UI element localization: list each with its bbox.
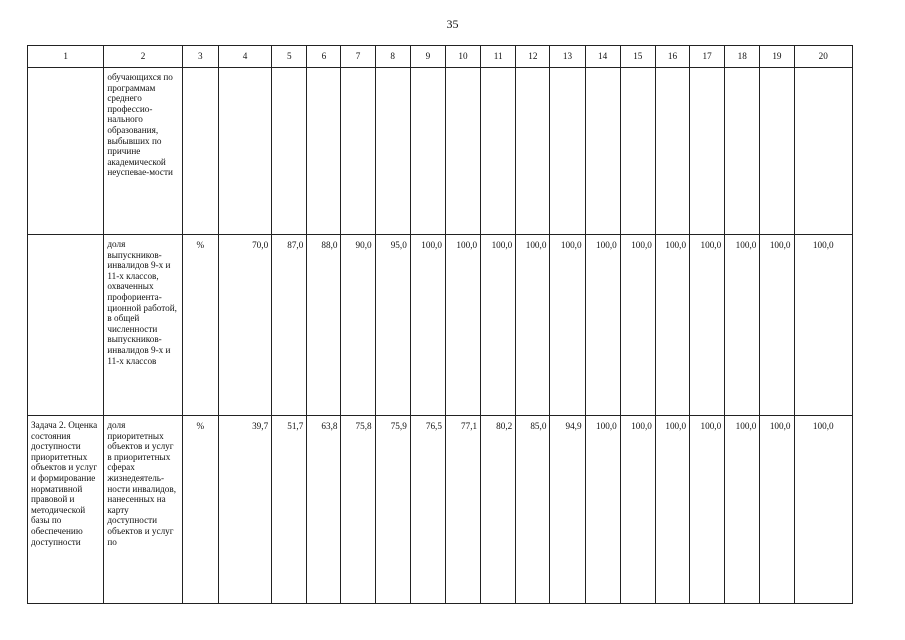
value-cell: [272, 68, 307, 235]
value-cell: 100,0: [410, 235, 445, 416]
unit-cell: %: [182, 235, 218, 416]
value-cell: 100,0: [516, 235, 550, 416]
value-cell: 100,0: [620, 235, 655, 416]
value-cell: 77,1: [445, 416, 480, 604]
value-cell: [410, 68, 445, 235]
value-cell: [445, 68, 480, 235]
value-cell: 51,7: [272, 416, 307, 604]
value-cell: 75,9: [375, 416, 410, 604]
value-cell: [690, 68, 725, 235]
column-header: 12: [516, 46, 550, 68]
data-table: [27, 45, 853, 604]
value-cell: [550, 68, 585, 235]
indicator-cell: доля выпускников-инвалидов 9-х и 11-х классов, охваченных профориента-ционной работой, в общей численности выпускников-инвалидов 9-х и 11-х классов: [104, 235, 182, 416]
value-cell: 100,0: [794, 416, 853, 604]
value-cell: [760, 68, 794, 235]
column-header: 14: [585, 46, 620, 68]
value-cell: [585, 68, 620, 235]
table-row: [28, 68, 853, 235]
task-cell: [28, 68, 104, 235]
value-cell: [620, 68, 655, 235]
indicator-cell: обучающихся по программам среднего профессио-нального образования, выбывших по причине академической неуспевае-мости: [104, 68, 182, 235]
value-cell: 100,0: [794, 235, 853, 416]
value-cell: [481, 68, 516, 235]
value-cell: 100,0: [655, 235, 689, 416]
value-cell: 88,0: [307, 235, 341, 416]
task-cell: [28, 235, 104, 416]
value-cell: 100,0: [725, 416, 760, 604]
value-cell: 100,0: [655, 416, 689, 604]
unit-cell: [182, 68, 218, 235]
column-header: 9: [410, 46, 445, 68]
value-cell: [725, 68, 760, 235]
value-cell: 95,0: [375, 235, 410, 416]
column-header: 11: [481, 46, 516, 68]
table-row: [28, 416, 853, 604]
value-cell: [516, 68, 550, 235]
column-header: 15: [620, 46, 655, 68]
column-header: 1: [28, 46, 104, 68]
value-cell: [655, 68, 689, 235]
table-row: [28, 235, 853, 416]
column-header: 20: [794, 46, 853, 68]
value-cell: 100,0: [585, 235, 620, 416]
value-cell: 100,0: [690, 235, 725, 416]
column-header: 2: [104, 46, 182, 68]
value-cell: 100,0: [481, 235, 516, 416]
value-cell: 100,0: [445, 235, 480, 416]
value-cell: 80,2: [481, 416, 516, 604]
value-cell: 90,0: [341, 235, 375, 416]
value-cell: [341, 68, 375, 235]
value-cell: 100,0: [760, 235, 794, 416]
value-cell: 39,7: [218, 416, 271, 604]
column-header: 19: [760, 46, 794, 68]
value-cell: 94,9: [550, 416, 585, 604]
value-cell: 100,0: [585, 416, 620, 604]
value-cell: 63,8: [307, 416, 341, 604]
value-cell: 100,0: [550, 235, 585, 416]
value-cell: 85,0: [516, 416, 550, 604]
value-cell: 100,0: [725, 235, 760, 416]
value-cell: [375, 68, 410, 235]
unit-cell: %: [182, 416, 218, 604]
column-header: 8: [375, 46, 410, 68]
value-cell: 70,0: [218, 235, 271, 416]
value-cell: 100,0: [690, 416, 725, 604]
task-cell: Задача 2. Оценка состояния доступности приоритетных объектов и услуг и формирование нормативной правовой и методической базы по обеспечению доступности: [28, 416, 104, 604]
value-cell: [794, 68, 853, 235]
value-cell: 100,0: [760, 416, 794, 604]
column-header: 13: [550, 46, 585, 68]
column-header: 10: [445, 46, 480, 68]
column-header: 5: [272, 46, 307, 68]
value-cell: [218, 68, 271, 235]
value-cell: 100,0: [620, 416, 655, 604]
indicator-cell: доля приоритетных объектов и услуг в приоритетных сферах жизнедеятель-ности инвалидов, нанесенных на карту доступности объектов и услуг по: [104, 416, 182, 604]
column-header: 3: [182, 46, 218, 68]
value-cell: [307, 68, 341, 235]
column-header: 17: [690, 46, 725, 68]
value-cell: 87,0: [272, 235, 307, 416]
page-number: 35: [446, 17, 459, 31]
value-cell: 75,8: [341, 416, 375, 604]
column-header: 7: [341, 46, 375, 68]
header-row: [28, 46, 853, 68]
column-header: 6: [307, 46, 341, 68]
column-header: 16: [655, 46, 689, 68]
column-header: 18: [725, 46, 760, 68]
value-cell: 76,5: [410, 416, 445, 604]
column-header: 4: [218, 46, 271, 68]
